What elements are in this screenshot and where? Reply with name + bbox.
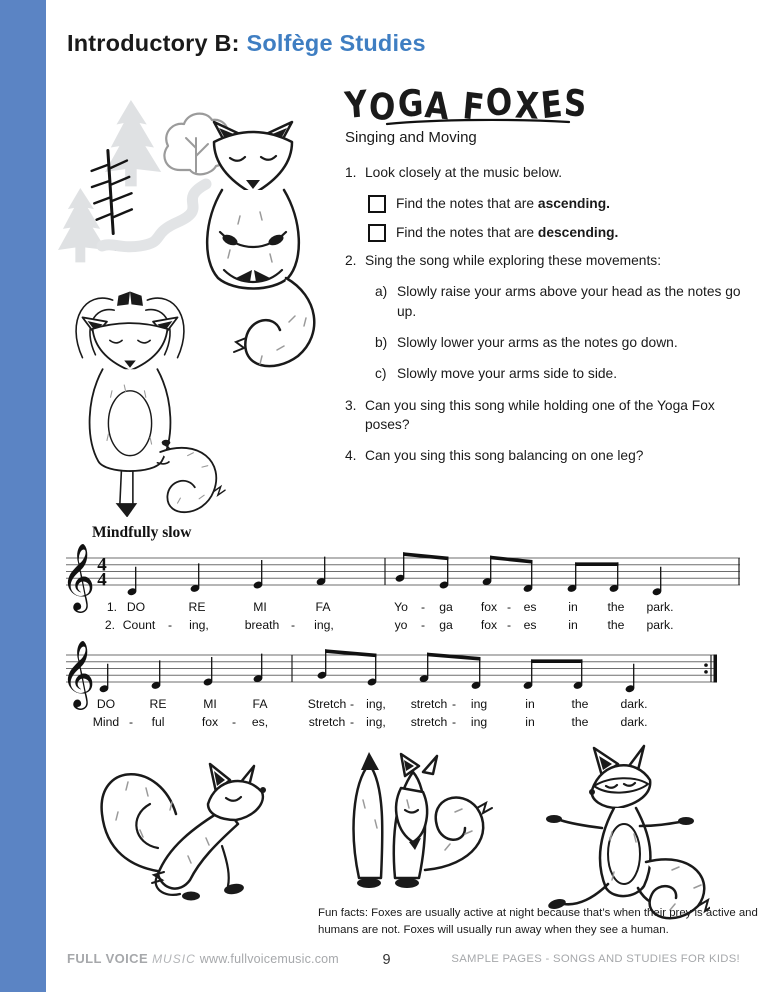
page-number: 9 [382, 952, 391, 968]
lyric-syllable: - [349, 715, 355, 729]
lyric-syllable: in [525, 715, 535, 729]
step-marker: a) [375, 284, 388, 300]
yoga-foxes-illustration [70, 742, 710, 927]
activity-title: YOGA FOXES [343, 80, 590, 131]
lyric-syllable: - [506, 600, 512, 614]
lyric-syllable: the [607, 600, 625, 614]
beam [325, 649, 376, 657]
tempo-marking: Mindfully slow [92, 524, 192, 541]
lyric-syllable: - [506, 618, 512, 632]
lyric-syllable: MI [203, 697, 217, 711]
step-text: Can you sing this song balancing on one leg? [365, 448, 644, 464]
tree-pose-fox [76, 291, 225, 517]
step-text: Look closely at the music below. [365, 165, 563, 180]
lyric-syllable: - [451, 715, 457, 729]
lyric-syllable: - [451, 697, 457, 711]
instruction-substep [375, 282, 747, 321]
lyric-syllable: the [607, 618, 625, 632]
step-marker: 2. [345, 252, 357, 268]
lyric-syllable: fox [201, 715, 219, 729]
time-signature-bottom: 4 [97, 569, 107, 591]
lyric-syllable: - [290, 618, 296, 632]
lyric-syllable: es [523, 618, 537, 632]
lyric-syllable: Yo [394, 600, 408, 614]
checkbox-task [368, 223, 747, 242]
lyric-syllable: dark. [620, 715, 648, 729]
instruction-list [345, 163, 747, 465]
instruction-step [345, 163, 747, 182]
upward-fox [102, 764, 266, 901]
lyric-syllable: ing [470, 697, 488, 711]
lyric-syllable: Count [122, 618, 156, 632]
checkbox-task-label: Find the notes that are descending. [396, 224, 619, 240]
checkbox[interactable] [368, 224, 386, 242]
lyric-syllable: FA [252, 697, 268, 711]
checkbox[interactable] [368, 195, 386, 213]
step-marker: 3. [345, 397, 357, 413]
lyric-syllable: Stretch [307, 697, 347, 711]
beam [531, 659, 582, 663]
lyric-syllable: FA [315, 600, 331, 614]
lyric-syllable: RE [149, 697, 167, 711]
staff-2 [61, 639, 717, 729]
lyric-syllable: in [568, 600, 578, 614]
meditating-fox [207, 122, 314, 366]
time-signature-top: 4 [97, 554, 107, 576]
activity-subtitle: Singing and Moving [345, 129, 477, 146]
lyric-syllable: es [523, 600, 537, 614]
step-marker: b) [375, 334, 388, 350]
lyric-syllable: - [128, 715, 134, 729]
lyric-syllable: in [525, 697, 535, 711]
lyric-syllable: Mind [92, 715, 120, 729]
lyric-syllable: - [420, 618, 426, 632]
pine-tree-light-large [105, 100, 161, 186]
folded-fox [354, 752, 492, 888]
lyric-syllable: breath [244, 618, 280, 632]
step-text: Slowly move your arms side to side. [397, 366, 618, 382]
repeat-dot [704, 663, 708, 667]
checkbox-task [368, 194, 747, 213]
lyric-syllable: stretch [308, 715, 346, 729]
striding-fox [546, 746, 710, 918]
step-marker: c) [375, 366, 387, 382]
publisher-url: www.fullvoicemusic.com [199, 952, 339, 966]
beam [490, 556, 532, 564]
beam [403, 552, 448, 560]
page-title [67, 30, 426, 57]
treble-clef: 𝄞 [60, 639, 96, 707]
lyric-syllable: stretch [410, 715, 448, 729]
left-accent-bar [0, 0, 46, 992]
fun-facts-text: Fun facts: Foxes are usually active at night because that’s when their prey is active and humans are not. Foxes will usually run away when they see a human. [318, 907, 758, 937]
page-title-blue: Solfège Studies [246, 30, 426, 56]
lyric-syllable: DO [96, 697, 116, 711]
lyric-syllable: 1. [106, 600, 118, 614]
checkbox-task-label: Find the notes that are ascending. [396, 196, 610, 212]
instruction-substep [375, 364, 747, 383]
lyric-syllable: ing, [314, 618, 334, 632]
lyric-syllable: ing, [366, 715, 386, 729]
lyric-syllable: the [571, 715, 589, 729]
lyric-syllable: ful [151, 715, 165, 729]
step-marker: 4. [345, 448, 357, 464]
step-text: Can you sing this song while holding one of the Yoga Fox poses? [365, 397, 715, 432]
lyric-syllable: fox [480, 618, 498, 632]
lyric-syllable: ing, [189, 618, 209, 632]
lyric-syllable: - [349, 697, 355, 711]
step-text: Slowly lower your arms as the notes go down. [397, 334, 678, 350]
lyric-syllable: - [420, 600, 426, 614]
lyric-syllable: ing, [366, 697, 386, 711]
lyric-syllable: dark. [620, 697, 648, 711]
step-marker: 1. [345, 165, 357, 180]
pine-tree-light-small [58, 188, 106, 262]
final-barline [714, 655, 718, 683]
beam [427, 653, 480, 661]
lyric-syllable: MI [253, 600, 267, 614]
repeat-dot [704, 670, 708, 674]
treble-clef: 𝄞 [60, 542, 96, 610]
sample-pages-note: SAMPLE PAGES - SONGS AND STUDIES FOR KIDS! [451, 953, 740, 965]
lyric-syllable: ga [439, 600, 453, 614]
lyric-syllable: DO [126, 600, 146, 614]
step-text: Sing the song while exploring these movements: [365, 252, 662, 268]
lyric-syllable: ing [470, 715, 488, 729]
lyric-syllable: ga [439, 618, 453, 632]
beam [575, 562, 618, 566]
lyric-syllable: - [167, 618, 173, 632]
page-title-black: Introductory B: [67, 30, 240, 56]
lyric-syllable: fox [480, 600, 498, 614]
lyric-syllable: - [231, 715, 237, 729]
lyric-syllable: the [571, 697, 589, 711]
lyric-syllable: es, [251, 715, 269, 729]
lyric-syllable: yo [394, 618, 408, 632]
brand-name: FULL VOICE [67, 951, 149, 966]
music-notation [0, 505, 773, 750]
instruction-step [345, 396, 747, 435]
instruction-substep [375, 333, 747, 352]
lyric-syllable: stretch [410, 697, 448, 711]
brand-logo: MUSIC [152, 952, 196, 966]
forest-illustration [50, 82, 345, 517]
lyric-syllable: RE [188, 600, 206, 614]
step-text: Slowly raise your arms above your head as the notes go up. [397, 284, 741, 319]
lyric-syllable: in [568, 618, 578, 632]
lyric-syllable: 2. [104, 618, 116, 632]
lyric-syllable: park. [646, 600, 674, 614]
instruction-step [345, 251, 747, 270]
staff-1 [61, 542, 740, 632]
instruction-step [345, 446, 747, 465]
page-footer [0, 951, 773, 973]
lyric-syllable: park. [646, 618, 674, 632]
